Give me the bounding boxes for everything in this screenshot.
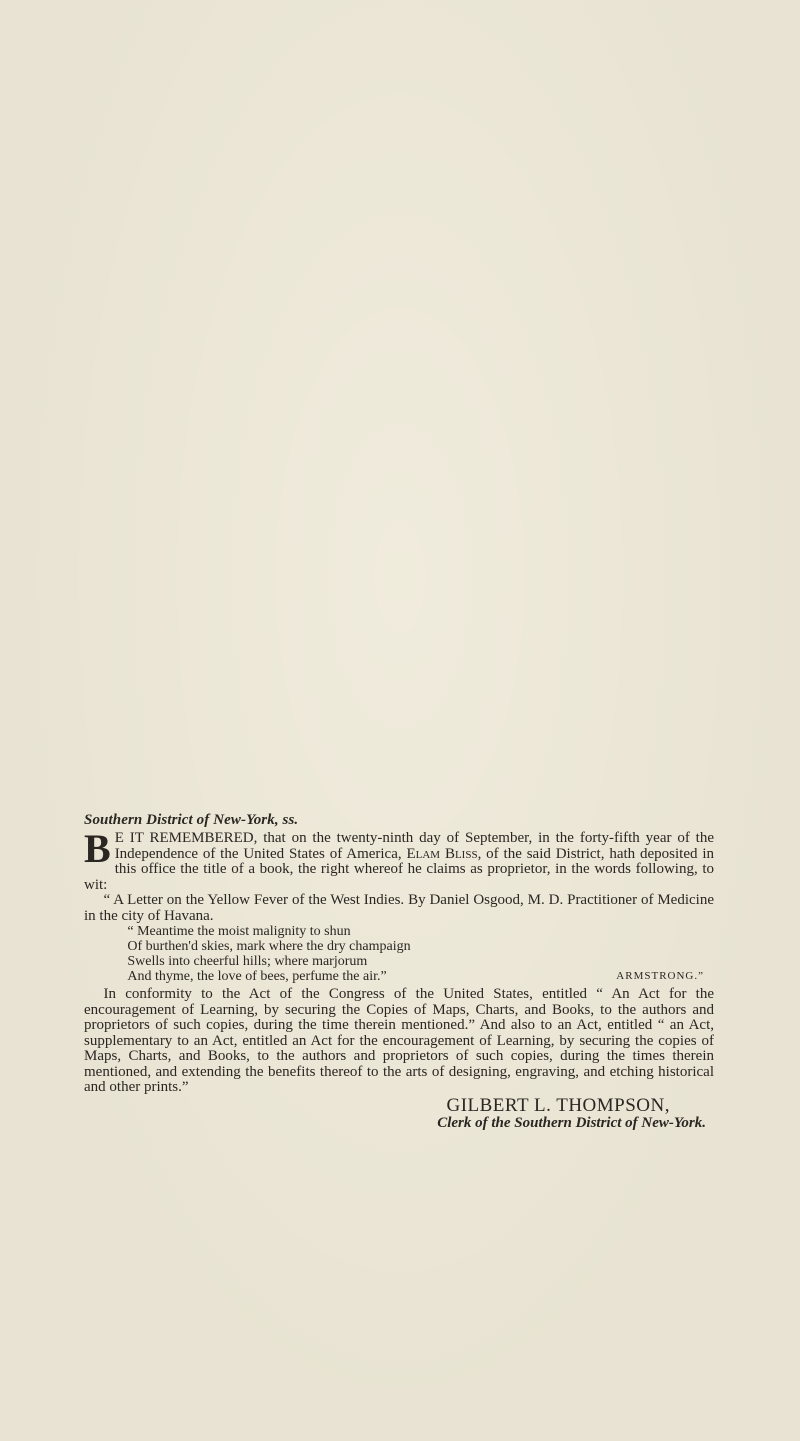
verse-line-1: “ Meantime the moist malignity to shun <box>127 924 351 939</box>
signer-name: GILBERT L. THOMPSON, <box>446 1094 670 1116</box>
copyright-block <box>84 812 714 1132</box>
signer-title: Clerk of the Southern District of New-York. <box>437 1114 706 1131</box>
verse-line-4-text: And thyme, the love of bees, perfume the air.” <box>127 969 387 984</box>
verse-attribution: ARMSTRONG.” <box>616 970 704 982</box>
book-title-quote: “ A Letter on the Yellow Fever of the West Indies. By Daniel Osgood, M. D. Practitioner of Medicine in the city of Havana. <box>84 892 714 924</box>
verse-line-3: Swells into cheerful hills; where marjorum <box>127 954 368 969</box>
verse-line-2: Of burthen'd skies, mark where the dry champaign <box>127 939 411 954</box>
depositor-name: Elam Bliss <box>406 845 478 862</box>
copyright-rest: , of the said District, hath deposited in this office the title of a book, the right whereof he claims as proprietor, in the words following, to wit: <box>84 845 715 893</box>
copyright-opening: E IT REMEMBERED, that on the twenty-ninth day of September, in the forty-fifth year of the Independence of the United States of America, <box>114 830 714 862</box>
copyright-paragraph <box>84 826 715 893</box>
district-heading: Southern District of New-York, ss. <box>84 812 299 828</box>
drop-cap: B <box>84 826 111 871</box>
conformity-paragraph: In conformity to the Act of the Congress of the United States, entitled “ An Act for the encouragement of Learning, by securing the Copies of Maps, Charts, and Books, to the authors and proprietors of such copies, during the time therein mentioned.” And also to an Act, entitled “ an Act, supplementary to an Act, entitled an Act for the encouragement of Learning, by securing the copies of Maps, Charts, and Books, to the authors and proprietors of such copies, during the times therein mentioned, and extending the benefits thereof to the arts of designing, engraving, and etching historical and other prints.” <box>84 986 714 1095</box>
